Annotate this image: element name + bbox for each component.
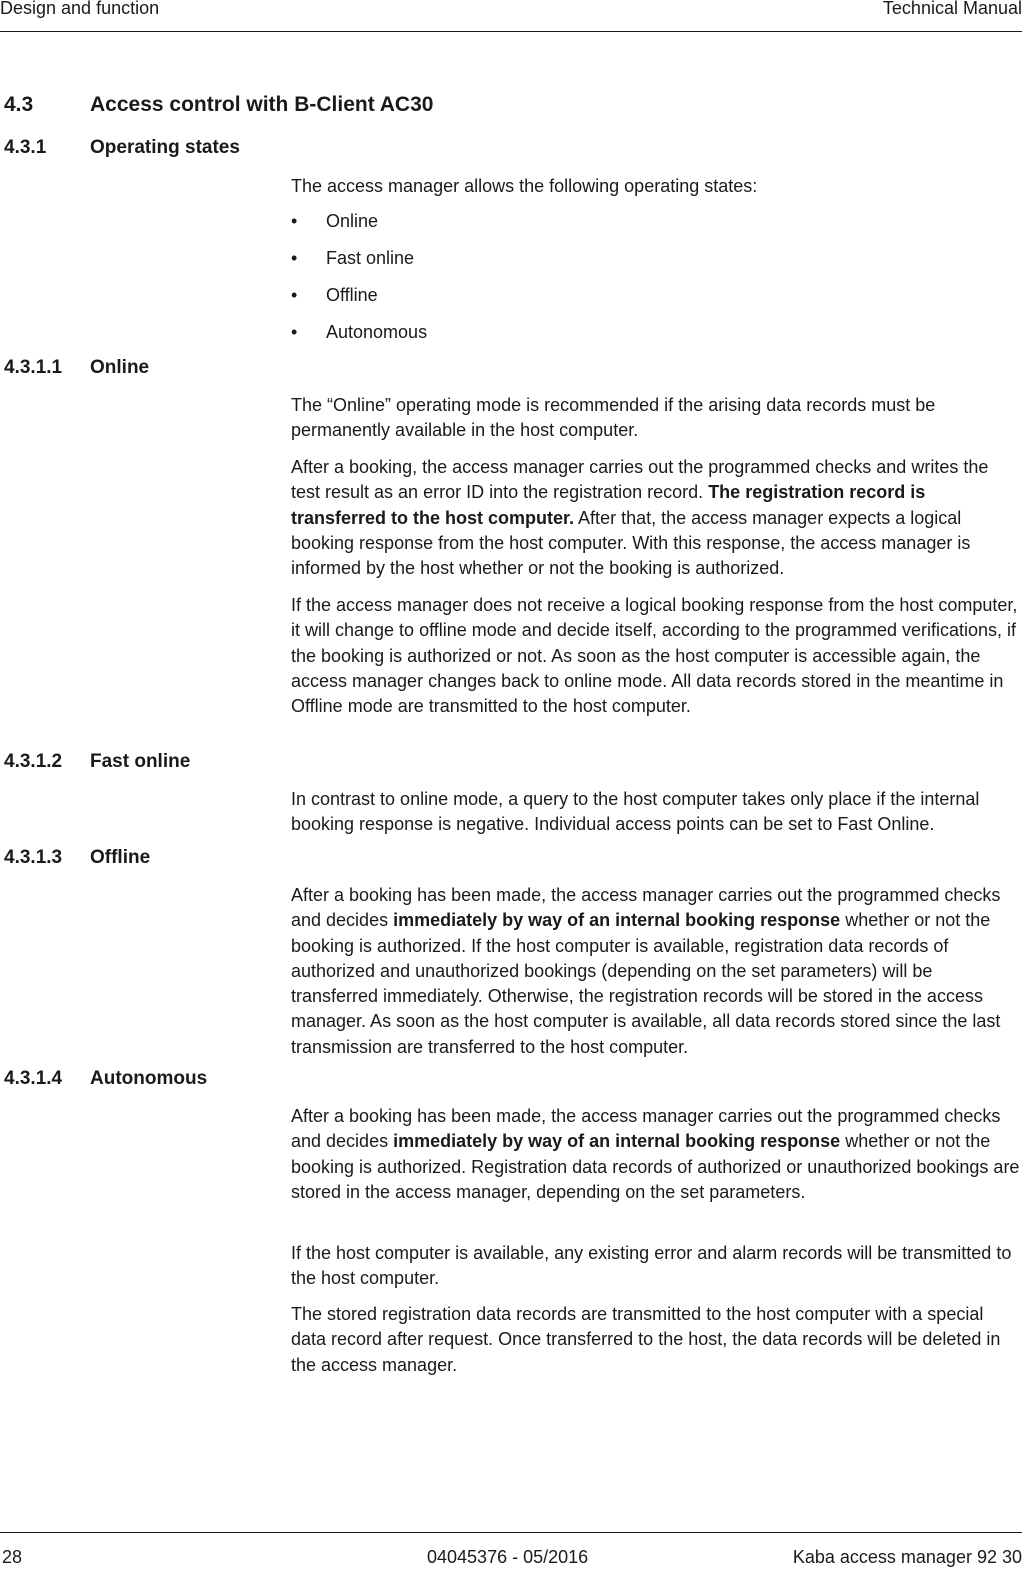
autonomous-paragraph-3: The stored registration data records are transmitted to the host computer with a special data record after request. Once transferred to the host, the data records will be deleted in the access manager. bbox=[291, 1304, 1001, 1375]
bullet-item bbox=[291, 209, 378, 234]
bullet-marker: • bbox=[291, 285, 298, 305]
subsection-number: 4.3.1 bbox=[4, 137, 47, 158]
subsection-heading-operating-states bbox=[4, 137, 240, 159]
autonomous-paragraph-1: After a booking has been made, the access manager carries out the programmed checks and decides immediately by way of an internal booking response whether or not the booking is authorized. Registration data records of authorized or unauthorized bookings are stored in the access manager, depending on the set parameters. bbox=[291, 1106, 1020, 1202]
product-name: Kaba access manager 92 30 bbox=[792, 1547, 1022, 1567]
heading-title: Online bbox=[90, 357, 150, 378]
bullet-text: Fast online bbox=[326, 248, 415, 268]
emphasis-text: The registration record is transferred to the host computer. bbox=[291, 482, 926, 528]
bullet-text: Autonomous bbox=[326, 322, 428, 342]
online-paragraph-2: After a booking, the access manager carries out the programmed checks and writes the test result as an error ID into the registration record. The registration record is transferred to the host computer. After that, the access manager expects a logical booking response from the host computer. With this response, the access manager is informed by the host whether or not the booking is authorized. bbox=[291, 457, 989, 579]
bullet-text: Offline bbox=[326, 285, 378, 305]
page-number: 28 bbox=[2, 1547, 23, 1567]
header-manual-title: Technical Manual bbox=[882, 0, 1022, 18]
bullet-item bbox=[291, 283, 378, 308]
heading-title: Offline bbox=[90, 847, 151, 868]
header-chapter: Design and function bbox=[0, 0, 160, 18]
section-title: Access control with B-Client AC30 bbox=[90, 93, 434, 116]
section-number: 4.3 bbox=[4, 93, 34, 116]
heading-fast-online bbox=[4, 751, 190, 773]
offline-paragraph: After a booking has been made, the access manager carries out the programmed checks and decides immediately by way of an internal booking response whether or not the booking is authorized. If the host computer is available, registration data records of authorized and unauthorized bookings (depending on the set parameters) will be transferred immediately. Otherwise, the registration records will be stored in the access manager. As soon as the host computer is available, all data records stored since the last transmission are transferred to the host computer. bbox=[291, 885, 1001, 1057]
operating-states-intro: The access manager allows the following operating states: bbox=[291, 176, 758, 196]
heading-number: 4.3.1.2 bbox=[4, 751, 63, 772]
heading-title: Autonomous bbox=[90, 1068, 208, 1089]
bullet-item bbox=[291, 320, 427, 345]
bullet-marker: • bbox=[291, 211, 298, 231]
page-footer bbox=[0, 1532, 1022, 1573]
heading-offline bbox=[4, 847, 150, 869]
page-header bbox=[0, 0, 1022, 32]
emphasis-text: immediately by way of an internal booking response bbox=[393, 910, 841, 931]
autonomous-paragraph-2: If the host computer is available, any existing error and alarm records will be transmitted to the host computer. bbox=[291, 1243, 1012, 1289]
heading-autonomous bbox=[4, 1068, 207, 1090]
document-number: 04045376 - 05/2016 bbox=[427, 1547, 589, 1567]
heading-online bbox=[4, 357, 149, 379]
heading-number: 4.3.1.1 bbox=[4, 357, 63, 378]
subsection-title: Operating states bbox=[90, 137, 240, 158]
online-paragraph-3: If the access manager does not receive a logical booking response from the host computer, it will change to offline mode and decide itself, according to the programmed verifications, if the booking is authorized or not. As soon as the host computer is accessible again, the access manager changes back to online mode. All data records stored in the meantime in Offline mode are transmitted to the host computer. bbox=[291, 595, 1018, 717]
fast-online-paragraph: In contrast to online mode, a query to the host computer takes only place if the internal booking response is negative. Individual access points can be set to Fast Online. bbox=[291, 789, 980, 835]
heading-number: 4.3.1.3 bbox=[4, 847, 63, 868]
online-paragraph-1: The “Online” operating mode is recommended if the arising data records must be permanently available in the host computer. bbox=[291, 395, 936, 441]
bullet-text: Online bbox=[326, 211, 379, 231]
bullet-item bbox=[291, 246, 414, 271]
heading-title: Fast online bbox=[90, 751, 191, 772]
emphasis-text: immediately by way of an internal booking response bbox=[393, 1131, 841, 1152]
bullet-marker: • bbox=[291, 248, 298, 268]
heading-number: 4.3.1.4 bbox=[4, 1068, 63, 1089]
bullet-marker: • bbox=[291, 322, 298, 342]
section-heading bbox=[4, 93, 433, 117]
